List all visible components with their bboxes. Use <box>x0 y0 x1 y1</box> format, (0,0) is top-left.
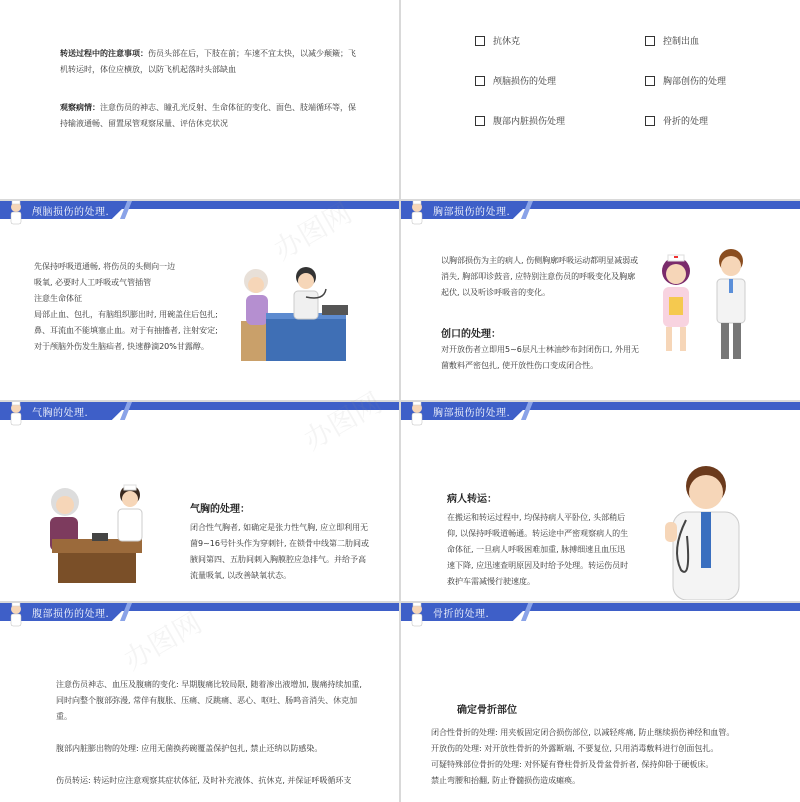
slide-title: 腹部损伤的处理. <box>32 609 110 620</box>
nurse-mascot-icon <box>6 201 26 229</box>
list-item: 吸氧, 必要时人工呼吸或气管插管 <box>34 278 152 287</box>
fracture-list <box>431 725 781 789</box>
pneumothorax-heading: 气胸的处理： <box>190 504 250 515</box>
slide-pneumothorax <box>0 402 399 601</box>
list-item: 鼻、耳流血不能填塞止血。对于有抽搐者, 注射安定; <box>34 326 218 335</box>
contents-item-label: 抗休克 <box>493 37 521 47</box>
slide-header <box>401 402 800 442</box>
list-item: 可疑特殊部位骨折的处理: 对怀疑有脊柱骨折及骨盆骨折者, 保持仰卧于硬板床。 <box>431 760 714 769</box>
nurse-patient-illustration <box>40 477 160 587</box>
nurse-mascot-icon <box>407 402 427 430</box>
transport-notes-paragraph <box>60 46 360 78</box>
observe-condition-body: 注意伤员的神志、瞳孔光反射、生命体征的变化、面色、肢端循环等，保持输液通畅、留置尿管观察尿量、评估休克状况 <box>60 103 356 128</box>
transport-notes-heading: 转送过程中的注意事项： <box>60 49 148 58</box>
observe-condition-paragraph <box>60 100 360 132</box>
contents-item-label: 胸部创伤的处理 <box>663 77 727 87</box>
doctor-stethoscope-illustration <box>651 460 761 600</box>
contents-item[interactable] <box>475 34 520 47</box>
list-item: 禁止弯腰和抬翻, 防止脊髓损伤造成瘫痪。 <box>431 776 581 785</box>
slide-head-injury <box>0 201 399 400</box>
slide-header <box>0 603 399 643</box>
checkbox-icon[interactable] <box>475 76 485 86</box>
nurse-doctor-illustration <box>651 241 761 371</box>
patient-transfer-body: 在搬运和转运过程中, 均保持病人平卧位, 头部稍后仰, 以保持呼吸道畅通。转运途中严密观察病人的生命体征, 一旦病人呼吸困难加重, 脉搏细速且血压迅速下降, 应迅速查明原因及时给予处理。转运伤员时救护车需减慢行驶速度。 <box>447 513 629 586</box>
contents-item[interactable] <box>475 114 565 127</box>
slide-title: 颅脑损伤的处理. <box>32 207 110 218</box>
contents-item-label: 控制出血 <box>663 37 700 47</box>
head-injury-list <box>34 259 234 355</box>
slide-transport-notes <box>0 0 399 199</box>
contents-item-label: 腹部内脏损伤处理 <box>493 117 566 127</box>
slide-abdominal-injury <box>0 603 399 802</box>
abdominal-observe-paragraph: 注意伤员神志、血压及腹痛的变化: 早期腹痛比较局限, 随着渗出液增加, 腹痛持续加重, 同时向整个腹部弥漫, 常伴有腹胀、压痛、反跳痛、恶心、呕吐、肠鸣音消失、休克加重。 <box>56 680 362 721</box>
nurse-mascot-icon <box>407 201 427 229</box>
patient-transfer-heading: 病人转运： <box>447 494 497 505</box>
nurse-mascot-icon <box>6 402 26 430</box>
abdominal-transfer-paragraph: 伤员转运: 转运时应注意观察其症状体征, 及时补充液体、抗休克, 并保证呼吸循环支 <box>56 776 352 785</box>
list-item: 先保持呼吸道通畅, 将伤员的头侧向一边 <box>34 262 176 271</box>
nurse-mascot-icon <box>6 603 26 631</box>
slide-contents <box>401 0 800 199</box>
slide-fracture <box>401 603 800 802</box>
observe-condition-heading: 观察病情： <box>60 103 100 112</box>
slide-header <box>0 402 399 442</box>
contents-item[interactable] <box>645 74 726 87</box>
contents-item[interactable] <box>645 114 708 127</box>
checkbox-icon[interactable] <box>645 116 655 126</box>
chest-injury-paragraph: 以胸部损伤为主的病人, 伤侧胸廓呼吸运动都明显减弱或消失, 胸部叩诊鼓音, 应特别注意伤员的呼吸变化及胸廓起伏, 以及听诊呼吸音的变化。 <box>441 256 639 297</box>
checkbox-icon[interactable] <box>645 36 655 46</box>
slide-header <box>401 201 800 241</box>
contents-item-label: 骨折的处理 <box>663 117 709 127</box>
list-item: 开放伤的处理: 对开放性骨折的外露断端, 不要复位, 只用消毒敷料进行创面包扎。 <box>431 744 719 753</box>
pneumothorax-body: 闭合性气胸者, 如确定是张力性气胸, 应立即利用无菌9~16号针头作为穿刺针, 在锁骨中线第二肋间或腋间第四、五肋间刺入胸膜腔应急排气。并给予高流量吸氧, 以改善缺氧状态。 <box>190 523 370 580</box>
slide-header <box>0 201 399 241</box>
transport-notes-body: 伤员头部在后，下肢在前；车速不宜太快，以减少颠簸；飞机转运时，体位应横放，以防飞机起落时头部缺血 <box>60 49 356 74</box>
fracture-heading: 确定骨折部位 <box>457 705 517 716</box>
wound-handling-heading: 创口的处理： <box>441 329 501 340</box>
contents-item-label: 颅脑损伤的处理 <box>493 77 557 87</box>
list-item: 注意生命体征 <box>34 294 82 303</box>
list-item: 对于颅脑外伤发生脑疝者, 快速静滴20%甘露醇。 <box>34 342 209 351</box>
checkbox-icon[interactable] <box>645 76 655 86</box>
abdominal-organ-paragraph: 腹部内脏膨出物的处理: 应用无菌换药碗覆盖保护包扎, 禁止还纳以防感染。 <box>56 744 323 753</box>
list-item: 局部止血、包扎，有脑组织膨出时, 用碗盖住后包扎; <box>34 310 218 319</box>
nurse-mascot-icon <box>407 603 427 631</box>
list-item: 闭合性骨折的处理: 用夹板固定闭合损伤部位, 以减轻疼痛, 防止继续损伤神经和血管。 <box>431 728 735 737</box>
doctor-patient-illustration <box>236 261 366 371</box>
slide-patient-transfer <box>401 402 800 601</box>
slide-title: 骨折的处理. <box>433 609 490 620</box>
wound-handling-body: 对开放伤者立即用5~6层凡士林油纱布封闭伤口, 外用无菌敷料严密包扎, 使开放性伤口变成闭合性。 <box>441 345 639 370</box>
slide-header <box>401 603 800 643</box>
checkbox-icon[interactable] <box>475 36 485 46</box>
slide-title: 胸部损伤的处理. <box>433 207 511 218</box>
slide-title: 气胸的处理. <box>32 408 89 419</box>
slide-chest-injury <box>401 201 800 400</box>
contents-item[interactable] <box>475 74 556 87</box>
contents-item[interactable] <box>645 34 699 47</box>
checkbox-icon[interactable] <box>475 116 485 126</box>
slide-title: 胸部损伤的处理. <box>433 408 511 419</box>
